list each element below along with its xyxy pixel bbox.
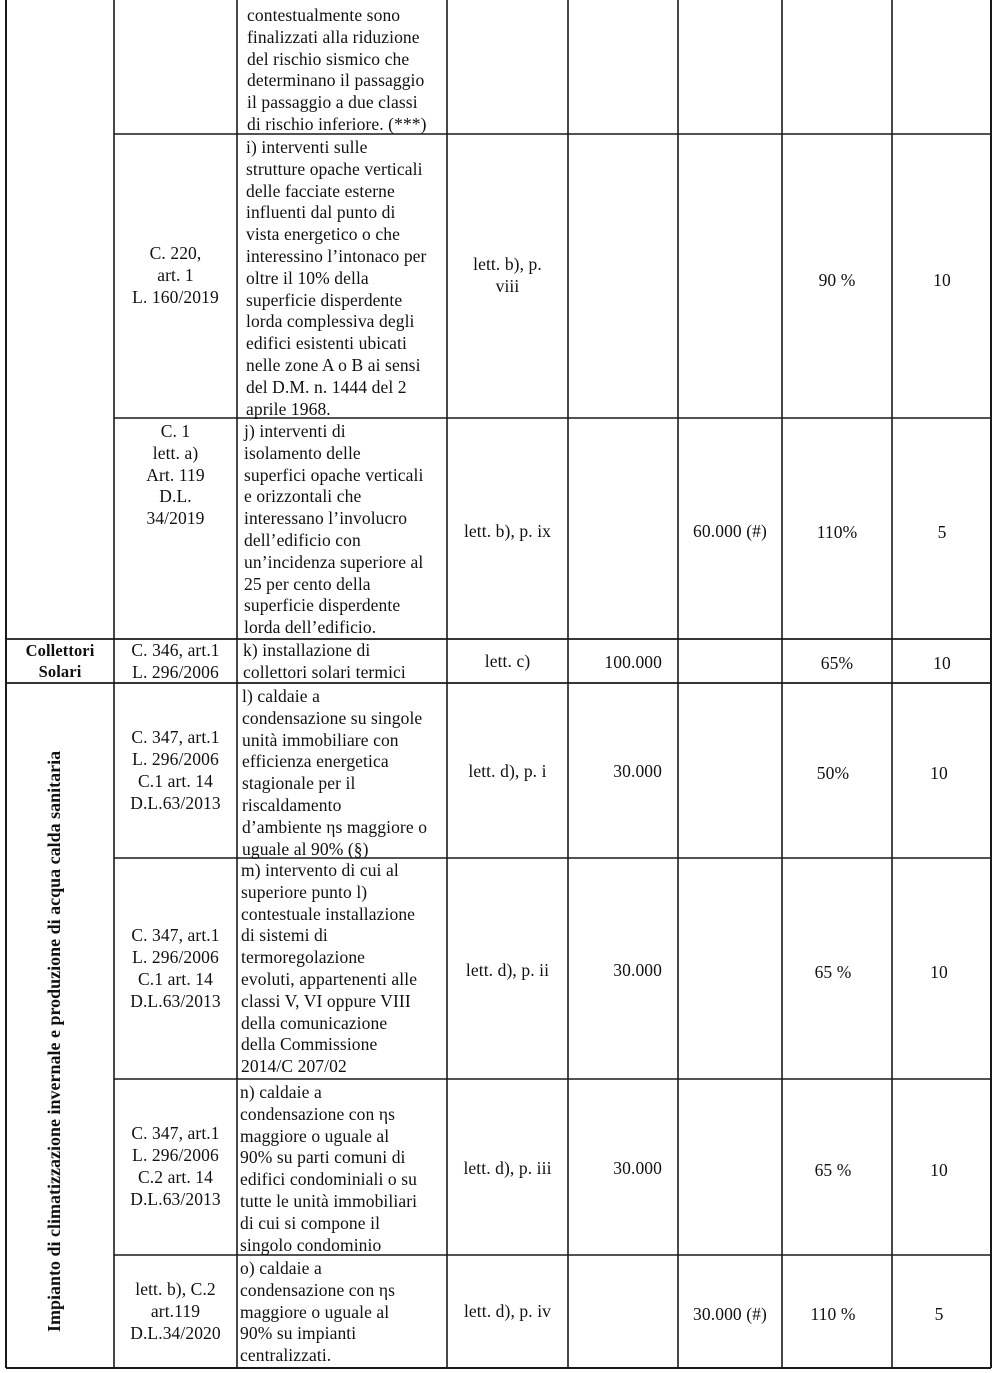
section-label-impianto: Impianto di climatizzazione invernale e produzione di acqua calda sanitaria [44, 750, 64, 1332]
section-label-collettori: Collettori Solari [25, 641, 95, 681]
aliquota-cell: 90 % [818, 270, 856, 291]
limite-cell: 30.000 [613, 761, 662, 782]
norm-cell: C. 1 lett. a) Art. 119 D.L. 34/2019 [146, 421, 205, 529]
description-cell: n) caldaie a condensazione con ηs maggiore o uguale al 90% su parti comuni di edifici condominiali o su tutte le unità immobiliari di cui si compone il singolo condominio [240, 1082, 418, 1255]
lettera-cell: lett. b), p. viii [473, 254, 542, 296]
lettera-cell: lett. d), p. iii [463, 1158, 552, 1179]
description-cell: o) caldaie a condensazione con ηs maggiore o uguale al 90% su impianti centralizzati. [240, 1258, 395, 1366]
norm-cell: lett. b), C.2 art.119 D.L.34/2020 [130, 1279, 221, 1343]
description-cell: k) installazione di collettori solari termici [243, 640, 406, 682]
norm-cell: C. 347, art.1 L. 296/2006 C.2 art. 14 D.L.63/2013 [130, 1123, 221, 1209]
aliquota-cell: 65% [820, 653, 854, 674]
aliquota-cell: 110% [816, 522, 858, 543]
lettera-cell: lett. d), p. i [468, 761, 547, 782]
aliquota-cell: 110 % [810, 1304, 856, 1325]
lettera-cell: lett. c) [484, 651, 531, 672]
lettera-cell: lett. d), p. iv [463, 1301, 552, 1322]
anni-cell: 10 [933, 653, 951, 674]
lettera-cell: lett. b), p. ix [463, 521, 552, 542]
limite-cell: 100.000 [604, 652, 662, 673]
description-cell: m) intervento di cui al superiore punto l) contestuale installazione di sistemi di termoregolazione evoluti, appartenenti alle classi V, VI oppure VIII della comunicazione della Commissione 2014/C 207/02 [241, 860, 418, 1077]
aliquota-cell: 65 % [814, 1160, 852, 1181]
anni-cell: 10 [933, 270, 951, 291]
norm-cell: C. 346, art.1 L. 296/2006 [131, 640, 220, 682]
description-cell: i) interventi sulle strutture opache verticali delle facciate esterne influenti dal punto di vista energetico o che interessino l’intonaco per oltre il 10% della superficie disperdente lorda complessiva degli edifici esistenti ubicati nelle zone A o B ai sensi del D.M. n. 1444 del 2 aprile 1968. [246, 137, 427, 419]
anni-cell: 10 [930, 962, 948, 983]
norm-cell: C. 347, art.1 L. 296/2006 C.1 art. 14 D.L.63/2013 [130, 925, 221, 1011]
limite-cell: 30.000 [613, 960, 662, 981]
anni-cell: 5 [934, 1304, 944, 1325]
lettera-cell: lett. d), p. ii [465, 960, 550, 981]
anni-cell: 10 [930, 763, 948, 784]
description-cell: l) caldaie a condensazione su singole unità immobiliare con efficienza energetica stagionale per il riscaldamento d’ambiente ηs maggiore o uguale al 90% (§) [242, 686, 428, 859]
norm-cell: C. 347, art.1 L. 296/2006 C.1 art. 14 D.L.63/2013 [130, 727, 221, 813]
description-cell: j) interventi di isolamento delle superfici opache verticali e orizzontali che interessano l’involucro dell’edificio con un’incidenza superiore al 25 per cento della superficie disperdente lorda dell’edificio. [244, 421, 424, 638]
aliquota-cell: 65 % [814, 962, 852, 983]
anni-cell: 5 [937, 522, 947, 543]
anni-cell: 10 [930, 1160, 948, 1181]
aliquota-cell: 50% [816, 763, 850, 784]
limite-cell: 30.000 [613, 1158, 662, 1179]
norm-cell: C. 220, art. 1 L. 160/2019 [132, 243, 219, 307]
description-cell: contestualmente sono finalizzati alla riduzione del rischio sismico che determinano il passaggio il passaggio a due classi di rischio inferiore. (***) [247, 5, 427, 134]
limite-superbonus-cell: 30.000 (#) [693, 1304, 767, 1325]
limite-superbonus-cell: 60.000 (#) [693, 521, 767, 542]
